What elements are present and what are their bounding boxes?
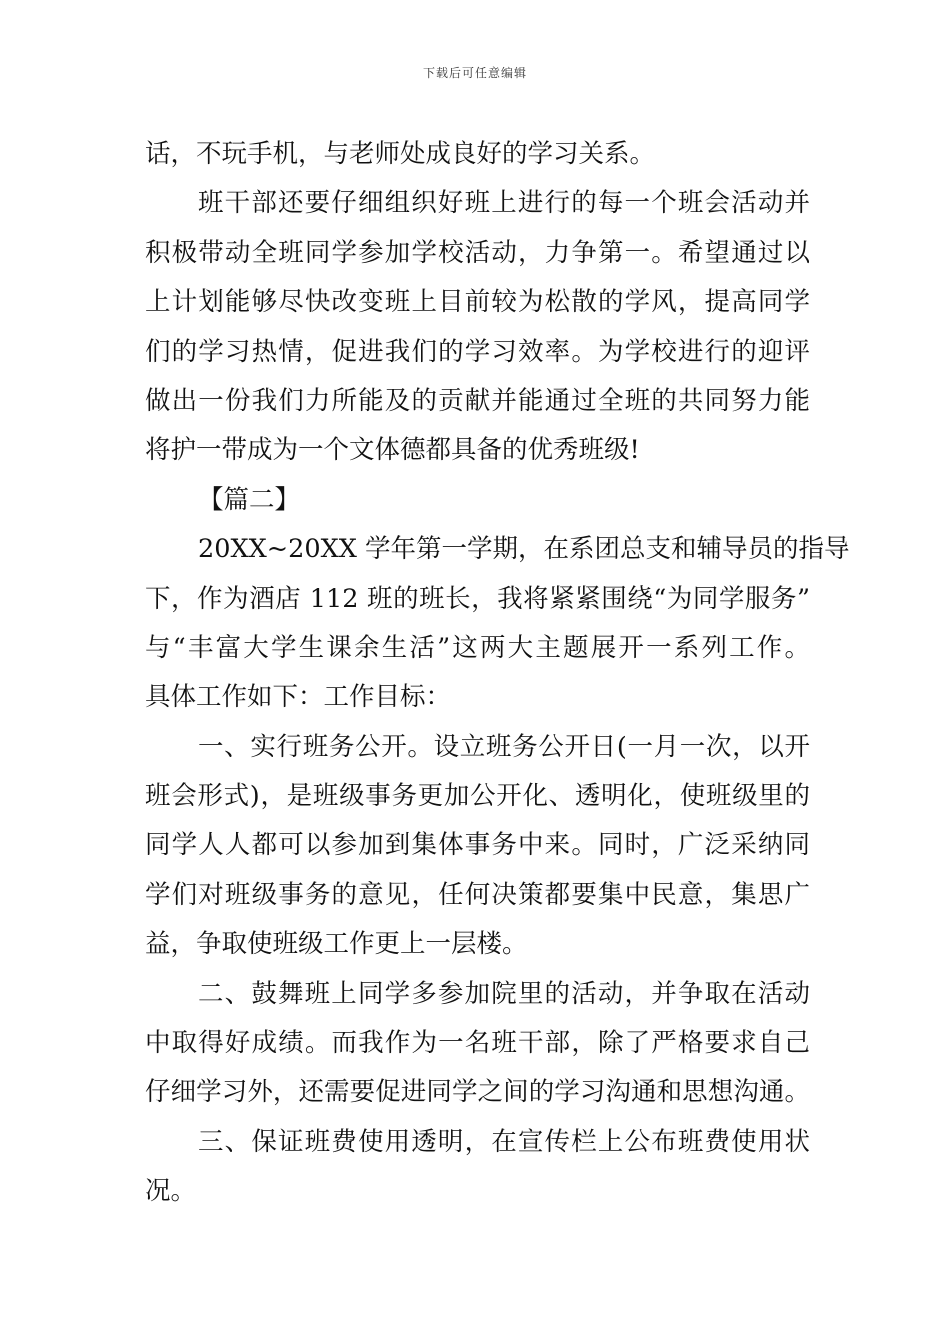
text-line: 20XX~20XX 学年第一学期，在系团总支和辅导员的指导	[198, 534, 850, 565]
text-line: 同学人人都可以参加到集体事务中来。同时，广泛采纳同	[145, 830, 810, 861]
text-line: 学们对班级事务的意见，任何决策都要集中民意，集思广	[145, 879, 810, 910]
text-line: 一、实行班务公开。设立班务公开日(一月一次，以开	[198, 731, 810, 762]
text-line: 们的学习热情，促进我们的学习效率。为学校进行的迎评	[145, 336, 810, 367]
text-line: 二、鼓舞班上同学多参加院里的活动，并争取在活动	[198, 978, 810, 1009]
text-line: 况。	[145, 1176, 197, 1207]
text-line: 积极带动全班同学参加学校活动，力争第一。希望通过以	[145, 237, 810, 268]
text-line: 中取得好成绩。而我作为一名班干部，除了严格要求自己	[145, 1028, 810, 1059]
text-line: 仔细学习外，还需要促进同学之间的学习沟通和思想沟通。	[145, 1077, 810, 1108]
text-line: 【篇二】	[198, 484, 301, 515]
text-line: 将护一带成为一个文体德都具备的优秀班级!	[145, 435, 640, 466]
text-line: 益，争取使班级工作更上一层楼。	[145, 929, 528, 960]
document-body	[145, 130, 850, 1217]
page-header: 下载后可任意编辑	[422, 66, 527, 80]
text-line: 话，不玩手机，与老师处成良好的学习关系。	[145, 139, 656, 169]
text-line: 做出一份我们力所能及的贡献并能通过全班的共同努力能	[145, 385, 810, 416]
text-line: 班会形式)，是班级事务更加公开化、透明化，使班级里的	[145, 781, 810, 812]
text-line: 上计划能够尽快改变班上目前较为松散的学风，提高同学	[145, 287, 810, 318]
text-line: 三、保证班费使用透明，在宣传栏上公布班费使用状	[198, 1126, 810, 1157]
text-line: 具体工作如下：工作目标：	[145, 682, 452, 713]
text-line: 班干部还要仔细组织好班上进行的每一个班会活动并	[198, 188, 810, 219]
text-line: 与“丰富大学生课余生活”这两大主题展开一系列工作。	[145, 632, 810, 663]
text-line: 下，作为酒店 112 班的班长，我将紧紧围绕“为同学服务”	[145, 583, 810, 614]
